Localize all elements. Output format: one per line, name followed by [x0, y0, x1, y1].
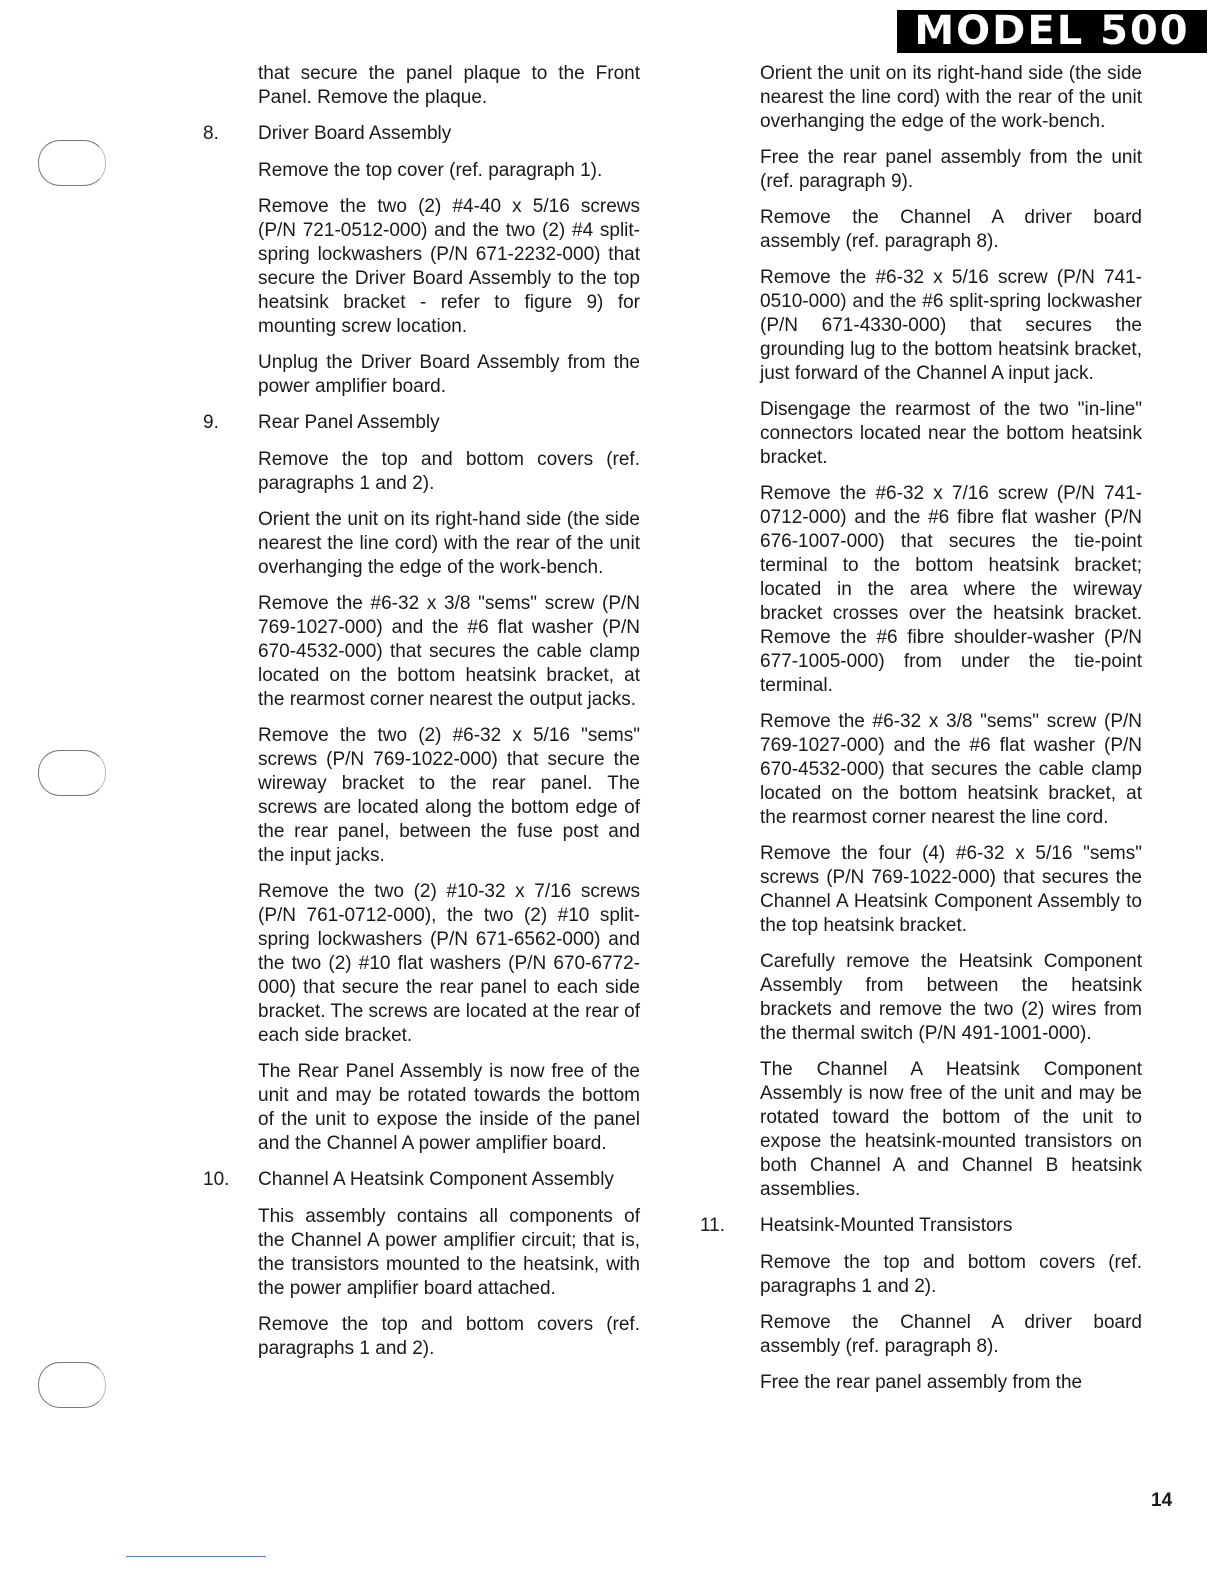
- paragraph: Remove the two (2) #6-32 x 5/16 "sems" screws (P/N 769-1022-000) that secure the wireway bracket to the rear panel. The screws are located along the bottom edge of the rear panel, between the fuse post and the input jacks.: [258, 725, 640, 866]
- paragraph: This assembly contains all components of the Channel A power amplifier circuit; that is, the transistors mounted to the heatsink, with the power amplifier board attached.: [258, 1206, 640, 1299]
- section-heading-block: [700, 1214, 1142, 1238]
- paragraph: Remove the two (2) #4-40 x 5/16 screws (P/N 721-0512-000) and the two (2) #4 split-spring lockwashers (P/N 671-2232-000) that secure the Driver Board Assembly to the top heatsink bracket - refer to figure 9) for mounting screw location.: [258, 196, 640, 337]
- left-column: [203, 62, 640, 1373]
- binder-hole-mark: [38, 1362, 106, 1408]
- paragraph: Remove the top and bottom covers (ref. paragraphs 1 and 2).: [760, 1252, 1142, 1297]
- paragraph: Remove the top and bottom covers (ref. paragraphs 1 and 2).: [258, 449, 640, 494]
- section-heading-block: [203, 411, 640, 435]
- section-heading: Rear Panel Assembly: [258, 412, 440, 433]
- right-column: [700, 62, 1142, 1407]
- paragraph: Remove the four (4) #6-32 x 5/16 "sems" screws (P/N 769-1022-000) that secures the Channel A Heatsink Component Assembly to the top heatsink bracket.: [760, 843, 1142, 936]
- section-number: 11.: [700, 1215, 726, 1236]
- section-heading-block: [203, 122, 640, 146]
- paragraph: Remove the top cover (ref. paragraph 1).: [258, 160, 603, 181]
- paragraph: Remove the Channel A driver board assembly (ref. paragraph 8).: [760, 1312, 1142, 1357]
- section-number: 10.: [203, 1169, 230, 1190]
- model-title-banner: MODEL 500: [897, 10, 1207, 53]
- paragraph: Disengage the rearmost of the two "in-line" connectors located near the bottom heatsink bracket.: [760, 399, 1142, 468]
- paragraph: Free the rear panel assembly from the unit (ref. paragraph 9).: [760, 147, 1142, 192]
- page-number: 14: [1151, 1490, 1173, 1511]
- section-number: 8.: [203, 123, 219, 144]
- paragraph: Free the rear panel assembly from the: [760, 1372, 1083, 1393]
- section-heading: Heatsink-Mounted Transistors: [760, 1215, 1013, 1236]
- paragraph: Remove the two (2) #10-32 x 7/16 screws (P/N 761-0712-000), the two (2) #10 split-spring lockwashers (P/N 671-6562-000) and the two (2) #10 flat washers (P/N 670-6772-000) that secure the rear panel to each side bracket. The screws are located at the rear of each side bracket.: [258, 881, 640, 1046]
- paragraph: that secure the panel plaque to the Front Panel. Remove the plaque.: [258, 63, 640, 108]
- paragraph: Remove the #6-32 x 3/8 "sems" screw (P/N 769-1027-000) and the #6 flat washer (P/N 670-4532-000) that secures the cable clamp located on the bottom heatsink bracket, at the rearmost corner nearest the output jacks.: [258, 593, 640, 710]
- paragraph: Remove the top and bottom covers (ref. paragraphs 1 and 2).: [258, 1314, 640, 1359]
- paragraph: Remove the #6-32 x 7/16 screw (P/N 741-0712-000) and the #6 fibre flat washer (P/N 676-1007-000) that secures the tie-point terminal to the bottom heatsink bracket; located in the area where the wireway bracket crosses over the heatsink bracket. Remove the #6 fibre shoulder-washer (P/N 677-1005-000) from under the tie-point terminal.: [760, 483, 1142, 696]
- section-heading: Driver Board Assembly: [258, 123, 452, 144]
- paragraph: Orient the unit on its right-hand side (the side nearest the line cord) with the rear of the unit overhanging the edge of the work-bench.: [760, 63, 1142, 132]
- paragraph: Remove the #6-32 x 3/8 "sems" screw (P/N 769-1027-000) and the #6 flat washer (P/N 670-4532-000) that secures the cable clamp located on the bottom heatsink bracket, at the rearmost corner nearest the line cord.: [760, 711, 1142, 828]
- paragraph: Remove the #6-32 x 5/16 screw (P/N 741-0510-000) and the #6 split-spring lockwasher (P/N 671-4330-000) that secures the grounding lug to the bottom heatsink bracket, just forward of the Channel A input jack.: [760, 267, 1142, 384]
- paragraph: Carefully remove the Heatsink Component Assembly from between the heatsink brackets and remove the two (2) wires from the thermal switch (P/N 491-1001-000).: [760, 951, 1142, 1044]
- paragraph: The Channel A Heatsink Component Assembly is now free of the unit and may be rotated toward the bottom of the unit to expose the heatsink-mounted transistors on both Channel A and Channel B heatsink assemblies.: [760, 1059, 1142, 1200]
- paragraph: Unplug the Driver Board Assembly from the power amplifier board.: [258, 352, 640, 397]
- paragraph: Remove the Channel A driver board assembly (ref. paragraph 8).: [760, 207, 1142, 252]
- binder-hole-mark: [38, 140, 106, 186]
- section-number: 9.: [203, 412, 219, 433]
- binder-hole-mark: [38, 750, 106, 796]
- section-heading-block: [203, 1168, 640, 1192]
- section-heading: Channel A Heatsink Component Assembly: [258, 1169, 614, 1190]
- paragraph: Orient the unit on its right-hand side (the side nearest the line cord) with the rear of the unit overhanging the edge of the work-bench.: [258, 509, 640, 578]
- footer-rule: [126, 1556, 266, 1557]
- paragraph: The Rear Panel Assembly is now free of the unit and may be rotated towards the bottom of the unit to expose the inside of the panel and the Channel A power amplifier board.: [258, 1061, 640, 1154]
